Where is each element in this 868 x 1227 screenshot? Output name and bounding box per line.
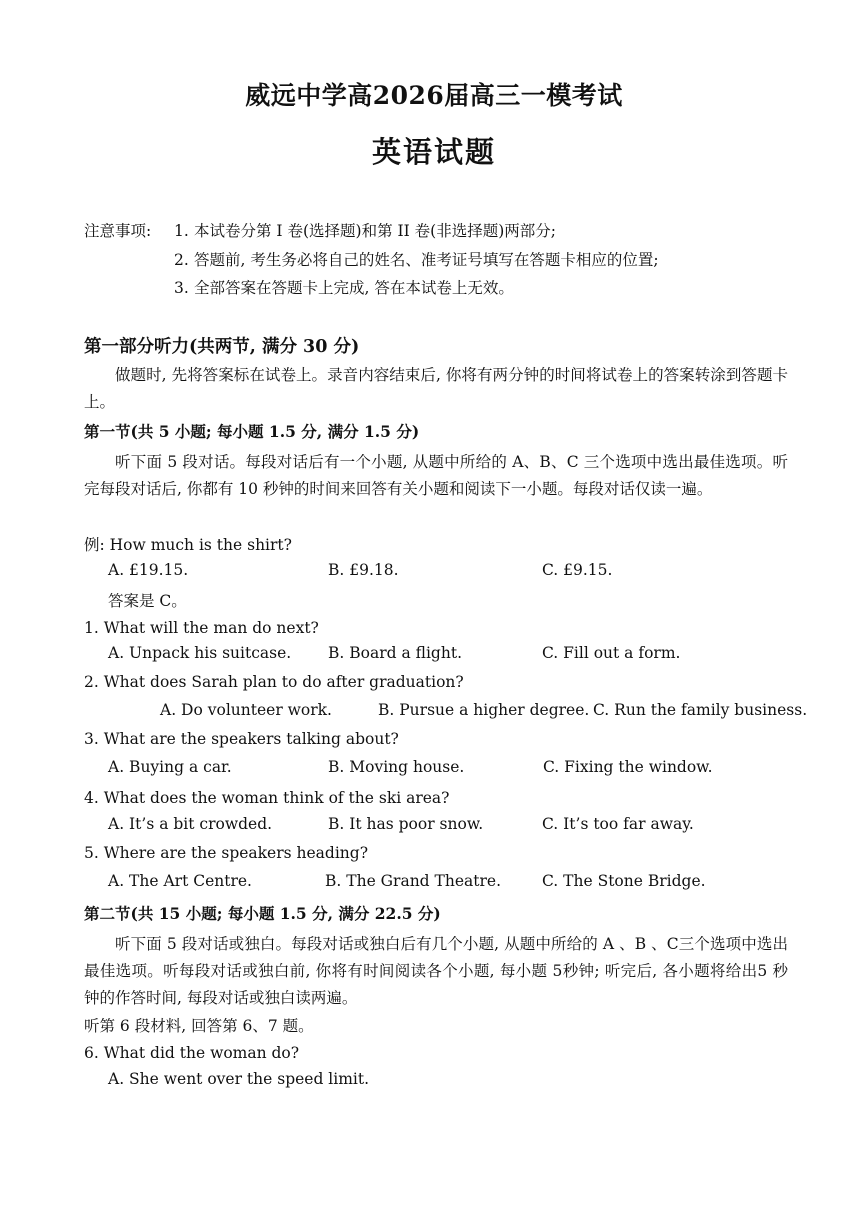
part1-intro: 做题时, 先将答案标在试卷上。录音内容结束后, 你将有两分钟的时间将试卷上的答案转涂到答题卡上。 bbox=[84, 366, 788, 411]
q3-option-c: C. Fixing the window. bbox=[543, 758, 713, 776]
part1-title: 第一部分听力(共两节, 满分 30 分) bbox=[84, 337, 360, 357]
q5-option-a: A. The Art Centre. bbox=[108, 872, 252, 890]
question-5: 5. Where are the speakers heading? bbox=[84, 844, 369, 862]
q4-option-a: A. It’s a bit crowded. bbox=[108, 815, 273, 833]
notes-label: 注意事项: bbox=[84, 222, 152, 240]
section2-instructions: 听下面 5 段对话或独白。每段对话或独白后有几个小题, 从题中所给的 A 、B 、C三个选项中选出最佳选项。听每段对话或独白前, 你将有时间阅读各个小题, 每小题 5秒钟; 听完后, 各小题将给出5 秒钟的作答时间, 每段对话或独白读两遍。 bbox=[84, 935, 788, 1007]
q5-option-b: B. The Grand Theatre. bbox=[325, 872, 502, 890]
q4-option-c: C. It’s too far away. bbox=[542, 815, 694, 833]
q1-option-b: B. Board a flight. bbox=[328, 644, 462, 662]
note-item-3: 3. 全部答案在答题卡上完成, 答在本试卷上无效。 bbox=[174, 279, 514, 297]
note-item-2: 2. 答题前, 考生务必将自己的姓名、准考证号填写在答题卡相应的位置; bbox=[174, 251, 659, 269]
question-6: 6. What did the woman do? bbox=[84, 1044, 300, 1062]
example-question: 例: How much is the shirt? bbox=[84, 536, 292, 554]
material-note: 听第 6 段材料, 回答第 6、7 题。 bbox=[84, 1017, 314, 1035]
question-3: 3. What are the speakers talking about? bbox=[84, 730, 399, 748]
q1-option-c: C. Fill out a form. bbox=[542, 644, 681, 662]
subject-title: 英语试题 bbox=[371, 135, 496, 169]
section1-title: 第一节(共 5 小题; 每小题 1.5 分, 满分 1.5 分) bbox=[84, 422, 420, 441]
example-option-c: C. £9.15. bbox=[542, 561, 613, 579]
question-2: 2. What does Sarah plan to do after graduation? bbox=[84, 673, 464, 691]
example-option-b: B. £9.18. bbox=[328, 561, 399, 579]
q6-option-a: A. She went over the speed limit. bbox=[108, 1070, 370, 1088]
q1-option-a: A. Unpack his suitcase. bbox=[108, 644, 292, 662]
note-item-1: 1. 本试卷分第 I 卷(选择题)和第 II 卷(非选择题)两部分; bbox=[174, 222, 556, 240]
example-option-a: A. £19.15. bbox=[108, 561, 189, 579]
q2-option-a: A. Do volunteer work. bbox=[160, 701, 332, 719]
section1-instructions: 听下面 5 段对话。每段对话后有一个小题, 从题中所给的 A、B、C 三个选项中选出最佳选项。听完每段对话后, 你都有 10 秒钟的时间来回答有关小题和阅读下一小题。每段对话仅读一遍。 bbox=[84, 453, 788, 498]
q2-option-c: C. Run the family business. bbox=[593, 701, 808, 719]
example-answer: 答案是 C。 bbox=[108, 592, 187, 610]
q3-option-a: A. Buying a car. bbox=[108, 758, 232, 776]
school-exam-title: 威远中学高2026届高三一模考试 bbox=[245, 81, 623, 110]
section2-title: 第二节(共 15 小题; 每小题 1.5 分, 满分 22.5 分) bbox=[84, 904, 441, 923]
question-1: 1. What will the man do next? bbox=[84, 619, 319, 637]
q4-option-b: B. It has poor snow. bbox=[328, 815, 484, 833]
question-4: 4. What does the woman think of the ski area? bbox=[84, 789, 450, 807]
q5-option-c: C. The Stone Bridge. bbox=[542, 872, 706, 890]
q2-option-b: B. Pursue a higher degree. bbox=[378, 701, 590, 719]
q3-option-b: B. Moving house. bbox=[328, 758, 465, 776]
